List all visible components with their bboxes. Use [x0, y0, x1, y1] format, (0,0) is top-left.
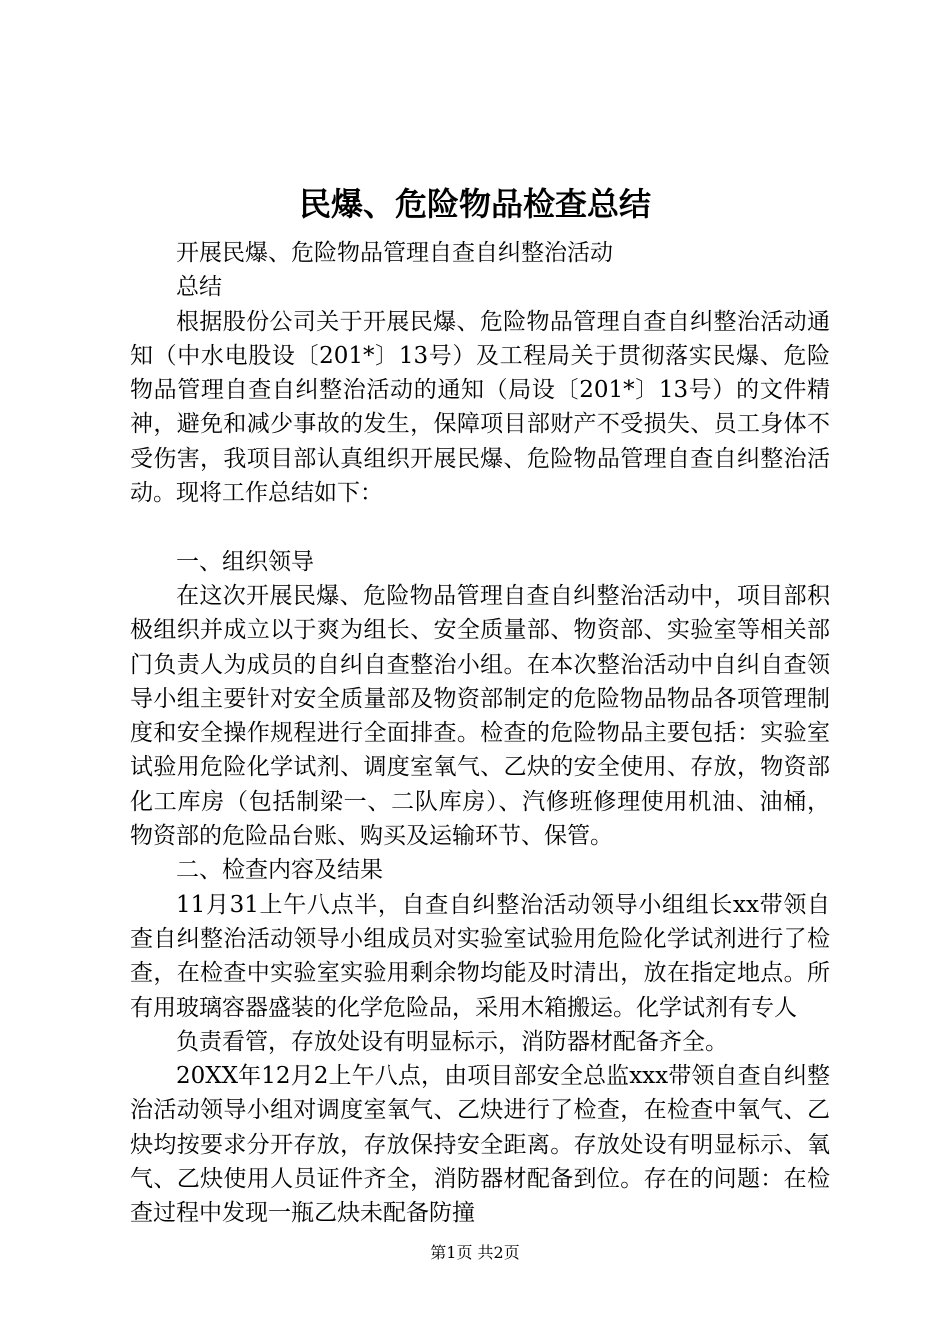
paragraph-subtitle-line-2: 总结 — [176, 274, 222, 301]
paragraph-blank — [130, 510, 830, 544]
paragraph-inspection-dispatch: 20XX年12月2上午八点，由项目部安全总监xxx带领自查自纠整治活动领导小组对调度室氧气、乙炔进行了检查，在检查中氧气、乙炔均按要求分开存放，存放保持安全距离。存放处设有明显标示、氧气、乙炔使用人员证件齐全，消防器材配备到位。存在的问题：在检查过程中发现一瓶乙炔未配备防撞 — [130, 1063, 830, 1227]
document-title: 民爆、危险物品检查总结 — [298, 185, 651, 223]
section-heading-organization: 一、组织领导 — [176, 548, 314, 575]
section-heading-inspection: 二、检查内容及结果 — [176, 857, 383, 884]
page-number-footer: 第1页 共2页 — [430, 1243, 520, 1262]
paragraph-subtitle-line-1: 开展民爆、危险物品管理自查自纠整治活动 — [176, 240, 613, 266]
document-body — [130, 236, 830, 1231]
paragraph-inspection-lab: 11月31上午八点半，自查自纠整治活动领导小组组长xx带领自查自纠整治活动领导小组成员对实验室试验用危险化学试剂进行了检查，在检查中实验室实验用剩余物均能及时清出，放在指定地点。所有用玻璃容器盛装的化学危险品，采用木箱搬运。化学试剂有专人 — [130, 891, 830, 1021]
paragraph-intro: 根据股份公司关于开展民爆、危险物品管理自查自纠整治活动通知（中水电股设〔201*〕13号）及工程局关于贯彻落实民爆、危险物品管理自查自纠整治活动的通知（局设〔201*〕13号）的文件精神，避免和减少事故的发生，保障项目部财产不受损失、员工身体不受伤害，我项目部认真组织开展民爆、危险物品管理自查自纠整治活动。现将工作总结如下： — [130, 308, 830, 507]
paragraph-organization: 在这次开展民爆、危险物品管理自查自纠整治活动中，项目部积极组织并成立以于爽为组长、安全质量部、物资部、实验室等相关部门负责人为成员的自纠自查整治小组。在本次整治活动中自纠自查领导小组主要针对安全质量部及物资部制定的危险物品物品各项管理制度和安全操作规程进行全面排查。检查的危险物品主要包括：实验室试验用危险化学试剂、调度室氧气、乙炔的安全使用、存放，物资部化工库房（包括制梁一、二队库房）、汽修班修理使用机油、油桶，物资部的危险品台账、购买及运输环节、保管。 — [130, 582, 830, 850]
paragraph-inspection-lab-cont: 负责看管，存放处设有明显标示，消防器材配备齐全。 — [176, 1028, 728, 1055]
